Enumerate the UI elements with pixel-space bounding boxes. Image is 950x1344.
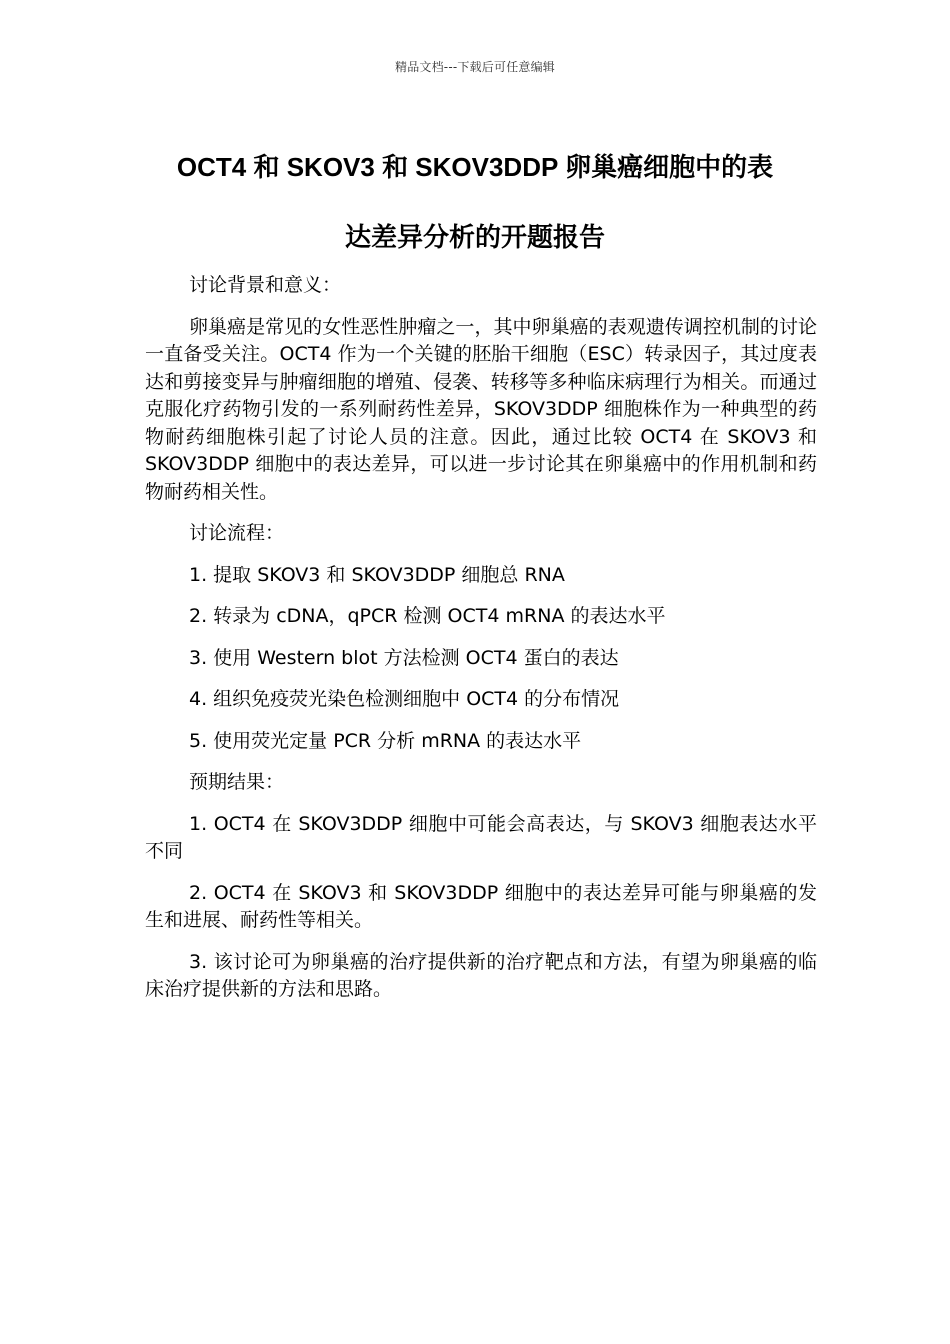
title-line-2: 达差异分析的开题报告 xyxy=(344,222,605,252)
document-title xyxy=(120,132,830,272)
background-paragraph: 卵巢癌是常见的女性恶性肿瘤之一，其中卵巢癌的表观遗传调控机制的讨论一直备受关注。OCT4 作为一个关键的胚胎干细胞（ESC）转录因子，其过度表达和剪接变异与肿瘤细胞的增殖、侵袭、转移等多种临床病理行为相关。而通过克服化疗药物引发的一系列耐药性差异，SKOV3DDP 细胞株作为一种典型的药物耐药细胞株引起了讨论人员的注意。因此，通过比较 OCT4 在 SKOV3 和 SKOV3DDP 细胞中的表达差异，可以进一步讨论其在卵巢癌中的作用机制和药物耐药相关性。 xyxy=(145,315,817,503)
process-step-5: 5. 使用荧光定量 PCR 分析 mRNA 的表达水平 xyxy=(189,729,582,752)
result-item-1: 1. OCT4 在 SKOV3DDP 细胞中可能会高表达，与 SKOV3 细胞表达水平不同 xyxy=(145,812,817,862)
process-heading: 讨论流程： xyxy=(189,522,285,544)
results-heading: 预期结果： xyxy=(189,771,285,793)
process-step-1: 1. 提取 SKOV3 和 SKOV3DDP 细胞总 RNA xyxy=(189,563,565,586)
background-heading: 讨论背景和意义： xyxy=(189,274,342,296)
process-step-4: 4. 组织免疫荧光染色检测细胞中 OCT4 的分布情况 xyxy=(189,688,620,710)
process-step-2: 2. 转录为 cDNA，qPCR 检测 OCT4 mRNA 的表达水平 xyxy=(189,605,666,627)
result-item-2: 2. OCT4 在 SKOV3 和 SKOV3DDP 细胞中的表达差异可能与卵巢癌的发生和进展、耐药性等相关。 xyxy=(145,881,817,931)
title-line-1: OCT4 和 SKOV3 和 SKOV3DDP 卵巢癌细胞中的表 xyxy=(176,152,774,182)
process-step-3: 3. 使用 Western blot 方法检测 OCT4 蛋白的表达 xyxy=(189,646,619,669)
result-item-3: 3. 该讨论可为卵巢癌的治疗提供新的治疗靶点和方法，有望为卵巢癌的临床治疗提供新的方法和思路。 xyxy=(145,950,817,1000)
document-body xyxy=(145,272,817,1018)
header-note: 精品文档---下载后可任意编辑 xyxy=(395,60,555,74)
